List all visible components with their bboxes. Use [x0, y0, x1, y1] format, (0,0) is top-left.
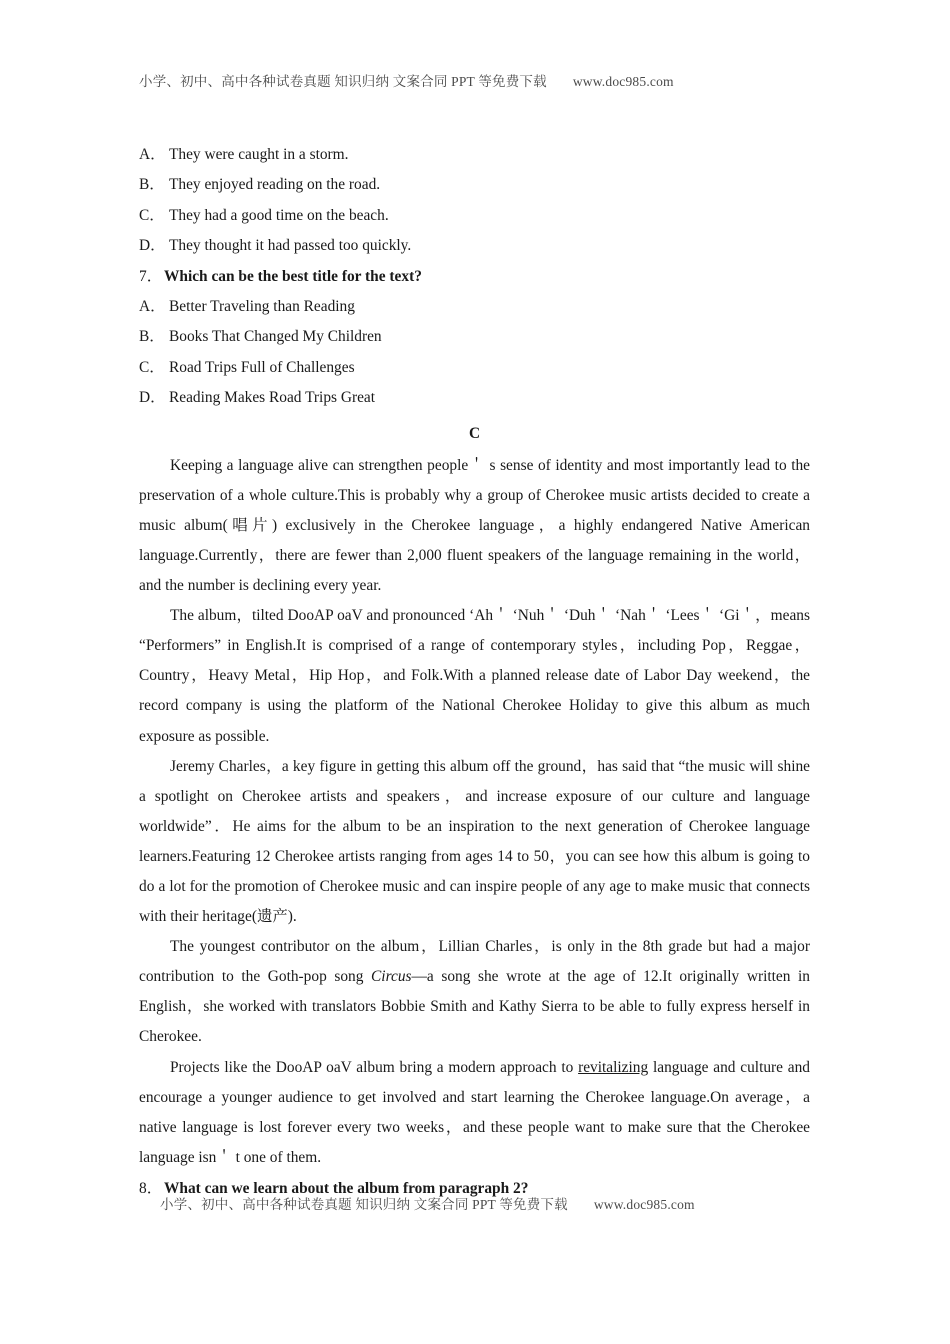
passage-paragraph-2: The album，tilted DooAP oaV and pronounced ‘Ah＇ ‘Nuh＇ ‘Duh＇ ‘Nah＇ ‘Lees＇ ‘Gi＇，means “Performers” in English.It is comprised of a range of contemporary styles，including Pop，Reggae，Country，Heavy Metal，Hip Hop，and Folk.With a planned release date of Labor Day weekend，the record company is using the platform of the National Cherokee Holiday to give this album as much exposure as possible. — [139, 607, 810, 745]
footer-watermark — [160, 1193, 831, 1213]
paragraph-5-text-before-keyword: Projects like the DooAP oaV album bring a modern approach to — [170, 1058, 579, 1076]
option-item — [139, 231, 810, 261]
option-text: They thought it had passed too quickly. — [169, 237, 412, 255]
footer-watermark-url: www.doc985.com — [593, 1197, 695, 1212]
option-marker: C． — [139, 358, 165, 376]
header-watermark-url: www.doc985.com — [572, 74, 674, 89]
footer-watermark-text: 小学、初中、高中各种试卷真题 知识归纳 文案合同 PPT 等免费下载 — [160, 1197, 568, 1212]
option-marker: B． — [139, 176, 165, 194]
passage-paragraph-5 — [139, 1053, 810, 1173]
option-item — [139, 201, 810, 231]
question-7 — [139, 262, 810, 292]
option-item — [139, 140, 810, 170]
option-text: They had a good time on the beach. — [169, 206, 389, 224]
header-watermark — [139, 70, 810, 90]
paragraph-5-text-after-keyword: language and culture and encourage a younger audience to get involved and start learning the Cherokee language.On average，a native language is lost forever every two weeks，and these people want to make sure that the Cherokee language isn＇ t one of them. — [139, 1058, 810, 1166]
option-marker: A． — [139, 146, 166, 163]
option-marker: C． — [139, 206, 165, 224]
option-item — [139, 170, 810, 200]
header-watermark-text: 小学、初中、高中各种试卷真题 知识归纳 文案合同 PPT 等免费下载 — [139, 74, 547, 89]
passage-paragraph-3: Jeremy Charles，a key figure in getting this album off the ground，has said that “the music will shine a spotlight on Cherokee artists and speakers，and increase exposure of our culture and language worldwide”．He aims for the album to be an inspiration to the next generation of Cherokee language learners.Featuring 12 Cherokee artists ranging from ages 14 to 50，you can see how this album is going to do a lot for the promotion of Cherokee music and can inspire people of any age to make music that connects with their heritage(遗产). — [139, 757, 810, 926]
option-text: Better Traveling than Reading — [169, 298, 355, 316]
option-marker: D． — [139, 237, 166, 255]
option-text: Road Trips Full of Challenges — [169, 358, 355, 376]
option-text: They were caught in a storm. — [169, 146, 349, 163]
option-text: Reading Makes Road Trips Great — [169, 389, 376, 407]
question-text: Which can be the best title for the text? — [164, 267, 422, 285]
option-text: They enjoyed reading on the road. — [169, 176, 381, 194]
underlined-vocabulary-word: revitalizing — [578, 1058, 649, 1076]
option-item — [139, 383, 810, 413]
option-marker: D． — [139, 389, 166, 407]
document-content — [139, 140, 810, 1204]
passage-paragraph-1: Keeping a language alive can strengthen people＇ s sense of identity and most importantly lead to the preservation of a whole culture.This is probably why a group of Cherokee music artists decided to create a music album(唱片) exclusively in the Cherokee language，a highly endangered Native American language.Currently，there are fewer than 2,000 fluent speakers of the language remaining in the world，and the number is declining every year. — [139, 456, 810, 595]
option-marker: A． — [139, 298, 166, 316]
option-item — [139, 292, 810, 322]
song-title: Circus — [371, 968, 412, 986]
passage-paragraph-4 — [139, 932, 810, 1052]
paragraph-4-text-after-song: —a song she wrote at the age of 12.It originally written in English，she worked with translators Bobbie Smith and Kathy Sierra to be able to fully express herself in Cherokee. — [139, 968, 810, 1046]
option-text: Books That Changed My Children — [169, 328, 382, 346]
option-item — [139, 322, 810, 352]
option-marker: B． — [139, 328, 165, 346]
passage-section-label: C — [468, 424, 481, 442]
question-marker: 8． — [139, 1179, 163, 1197]
option-item — [139, 353, 810, 383]
question-text: What can we learn about the album from paragraph 2? — [164, 1179, 529, 1197]
question-marker: 7． — [139, 267, 163, 285]
paragraph-4-text-before-song: The youngest contributor on the album，Lillian Charles，is only in the 8th grade but had a major contribution to the Goth-pop song — [139, 938, 810, 986]
